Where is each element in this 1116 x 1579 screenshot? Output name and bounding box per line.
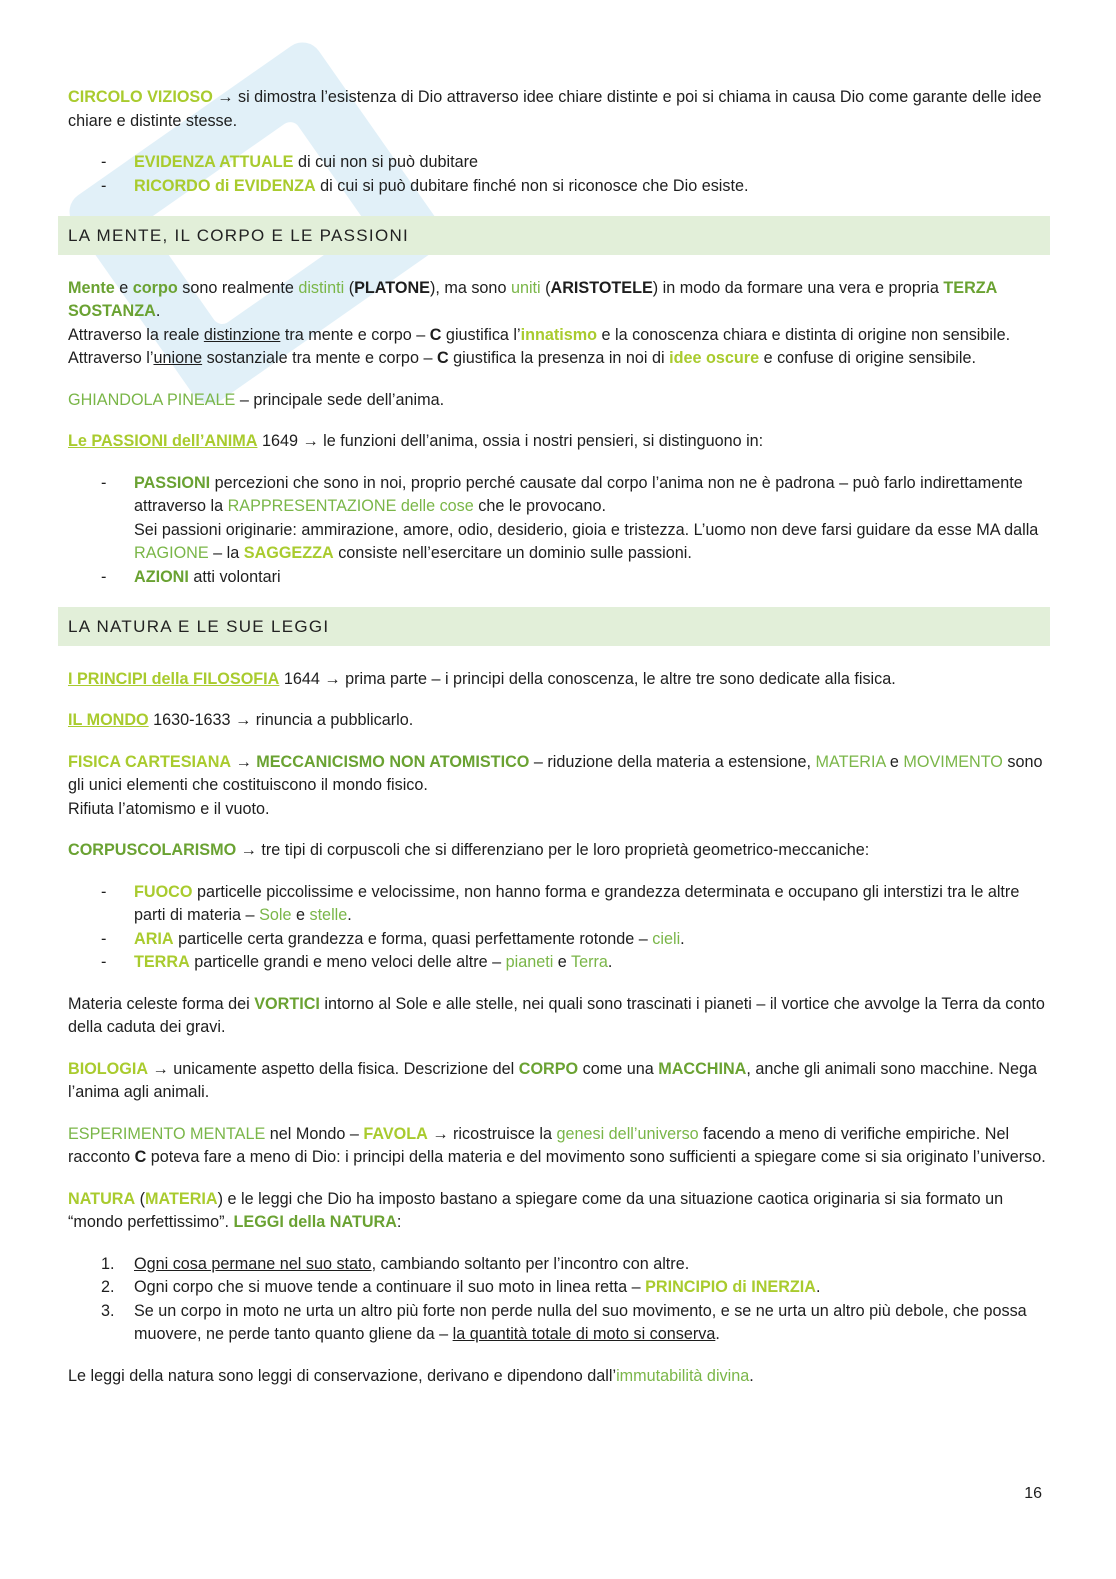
mente-paragraph: Mente e corpo sono realmente distinti (PLATONE), ma sono uniti (ARISTOTELE) in modo da formare una vera e propria TERZA SOSTANZA. Attraverso la reale distinzione tra mente e corpo – C giustifica l’innatismo e la conoscenza chiara e distinta di origine non sensibile. Attraverso l’unione sostanziale tra mente e corpo – C giustifica la presenza in noi di idee oscure e confuse di origine sensibile. xyxy=(68,278,1011,367)
list-item: 3. Se un corpo in moto ne urta un altro più forte non perde nulla del suo movimento, e se ne urta un altro più debole, che possa muovere, ne perde tanto quanto gliene da – la quantità totale di moto si conserva. xyxy=(101,1301,1027,1343)
corpuscolarismo-paragraph: CORPUSCOLARISMO → tre tipi di corpuscoli che si differenziano per le loro proprietà geometrico-meccaniche: xyxy=(68,841,870,859)
circolo-list xyxy=(68,151,1048,198)
ghiandola-paragraph: GHIANDOLA PINEALE – principale sede dell’anima. xyxy=(68,390,445,409)
vortici-paragraph: Materia celeste forma dei VORTICI intorno al Sole e alle stelle, nei quali sono trascinati i pianeti – il vortice che avvolge la Terra da conto della caduta dei gravi. xyxy=(68,994,1045,1036)
arrow-icon: → xyxy=(231,752,257,771)
arrow-icon: → xyxy=(217,88,234,106)
circolo-paragraph: CIRCOLO VIZIOSO → si dimostra l’esistenza di Dio attraverso idee chiare distinte e poi si chiama in causa Dio come garante delle idee chiare e distinte stesse. xyxy=(68,88,1042,130)
natura-paragraph: NATURA (MATERIA) e le leggi che Dio ha imposto bastano a spiegare come da una situazione caotica originaria si sia formato un “mondo perfettissimo”. LEGGI della NATURA: xyxy=(68,1189,1004,1231)
fisica-paragraph: FISICA CARTESIANA → MECCANICISMO NON ATOMISTICO – riduzione della materia a estensione, MATERIA e MOVIMENTO sono gli unici elementi che costituiscono il mondo fisico. Rifiuta l’atomismo e il vuoto. xyxy=(68,752,1043,818)
page-content xyxy=(68,86,1048,1406)
arrow-icon: → xyxy=(236,841,262,859)
list-item: - TERRA particelle grandi e meno veloci delle altre – pianeti e Terra. xyxy=(68,951,1048,975)
section-heading-natura: LA NATURA E LE SUE LEGGI xyxy=(58,607,1050,646)
arrow-icon: → xyxy=(302,432,319,450)
arrow-icon: → xyxy=(427,1124,454,1143)
list-item: - ARIA particelle certa grandezza e forma, quasi perfettamente rotonde – cieli. xyxy=(68,928,1048,952)
list-item: - RICORDO di EVIDENZA di cui si può dubitare finché non si riconosce che Dio esiste. xyxy=(68,175,1048,199)
mondo-paragraph: IL MONDO 1630-1633 → rinuncia a pubblicarlo. xyxy=(68,711,414,729)
arrow-icon: → xyxy=(324,669,341,688)
list-item: - FUOCO particelle piccolissime e velocissime, non hanno forma e grandezza determinata e occupano gli interstizi tra le altre parti di materia – Sole e stelle. xyxy=(68,881,1048,928)
list-item: - AZIONI atti volontari xyxy=(68,566,1048,590)
arrow-icon: → xyxy=(148,1059,174,1078)
corpuscoli-list xyxy=(68,881,1048,975)
page-number: 16 xyxy=(1024,1485,1042,1502)
list-item: 1. Ogni cosa permane nel suo stato, cambiando soltanto per l’incontro con altre. xyxy=(101,1254,690,1273)
list-item: 2. Ogni corpo che si muove tende a continuare il suo moto in linea retta – PRINCIPIO di INERZIA. xyxy=(101,1278,821,1296)
arrow-icon: → xyxy=(235,711,252,729)
conclusione-paragraph: Le leggi della natura sono leggi di conservazione, derivano e dipendono dall’immutabilità divina. xyxy=(68,1366,754,1385)
circolo-term: CIRCOLO VIZIOSO xyxy=(68,88,213,106)
passioni-title-paragraph: Le PASSIONI dell’ANIMA 1649 → le funzioni dell’anima, ossia i nostri pensieri, si distinguono in: xyxy=(68,432,764,450)
esperimento-paragraph: ESPERIMENTO MENTALE nel Mondo – FAVOLA → ricostruisce la genesi dell’universo facendo a meno di verifiche empiriche. Nel racconto C poteva fare a meno di Dio: i principi della materia e del movimento sono sufficienti a spiegare come si sia originato l’universo. xyxy=(68,1124,1046,1166)
passioni-list xyxy=(68,472,1048,590)
principi-paragraph: I PRINCIPI della FILOSOFIA 1644 → prima parte – i principi della conoscenza, le altre tre sono dedicate alla fisica. xyxy=(68,669,896,688)
section-heading-mente: LA MENTE, IL CORPO E LE PASSIONI xyxy=(58,216,1050,255)
list-item: - PASSIONI percezioni che sono in noi, proprio perché causate dal corpo l’anima non ne è padrona – può farlo indirettamente attraverso la RAPPRESENTAZIONE delle cose che le provocano. Sei passioni originarie: ammirazione, amore, odio, desiderio, gioia e tristezza. L’uomo non deve farsi guidare da esse MA dalla RAGIONE – la SAGGEZZA consiste nell’esercitare un dominio sulle passioni. xyxy=(68,472,1048,566)
biologia-paragraph: BIOLOGIA → unicamente aspetto della fisica. Descrizione del CORPO come una MACCHINA, anche gli animali sono macchine. Nega l’anima agli animali. xyxy=(68,1059,1037,1101)
leggi-list xyxy=(68,1253,1048,1347)
list-item: - EVIDENZA ATTUALE di cui non si può dubitare xyxy=(68,151,1048,175)
